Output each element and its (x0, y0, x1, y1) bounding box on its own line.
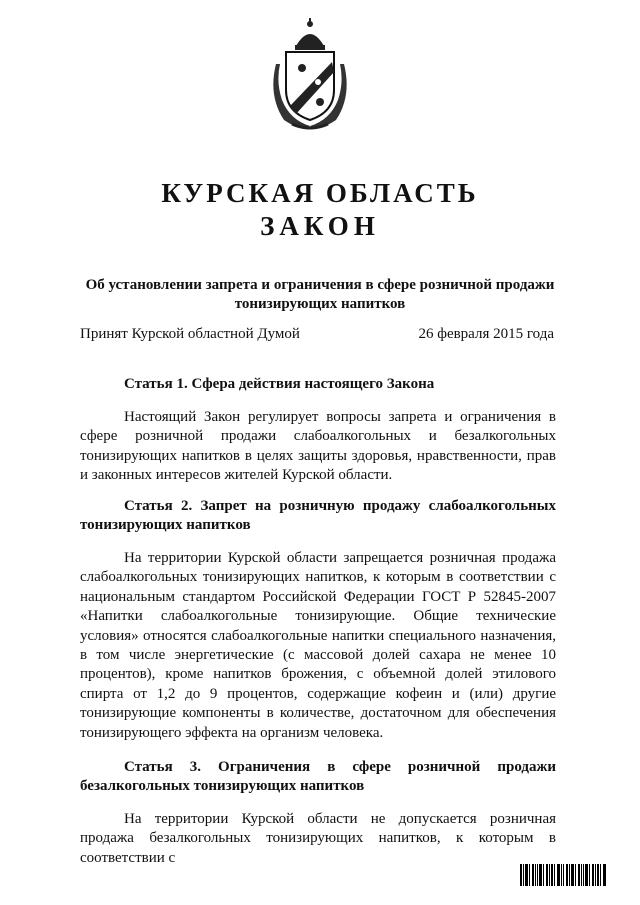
article-2-heading: Статья 2. Запрет на розничную продажу слабоалкогольных тонизирующих напитков (80, 498, 556, 533)
article-3-text: На территории Курской области не допускается розничная продажа безалкогольных тонизирующих напитков, к которым в соответствии с (80, 811, 556, 866)
article-3-heading: Статья 3. Ограничения в сфере розничной продажи безалкогольных тонизирующих напитков (80, 759, 556, 794)
adopted-date: 26 февраля 2015 года (418, 326, 554, 342)
article-1-text: Настоящий Закон регулирует вопросы запрета и ограничения в сфере розничной продажи слабоалкогольных и безалкогольных тонизирующих напитков в целях защиты здоровья, нравственности, прав и законных интересов жителей Курской области. (80, 409, 556, 484)
coat-of-arms-emblem (262, 16, 358, 132)
law-subtitle: Об установлении запрета и ограничения в сфере розничной продажи тонизирующих напитков (85, 277, 555, 312)
barcode-image (520, 864, 606, 886)
adopted-by: Принят Курской областной Думой (80, 326, 300, 342)
region-title: КУРСКАЯ ОБЛАСТЬ (161, 178, 479, 208)
article-2-text: На территории Курской области запрещается розничная продажа слабоалкогольных тонизирующих напитков, к которым в соответствии с национальным стандартом Российской Федерации ГОСТ Р 52845-2007 «Напитки слабоалкогольные тонизирующие. Общие технические условия» относятся слабоалкогольные напитки специального назначения, в том числе энергетические (с массовой долей сахара не менее 10 процентов), кроме напитков брожения, с объемной долей этилового спирта от 1,2 до 9 процентов, содержащие кофеин и (или) другие тонизирующие компоненты в количестве, достаточном для обеспечения тонизирующего эффекта на организм человека. (80, 550, 556, 741)
document-type-title: ЗАКОН (260, 211, 380, 241)
article-1-heading: Статья 1. Сфера действия настоящего Закона (124, 376, 435, 392)
